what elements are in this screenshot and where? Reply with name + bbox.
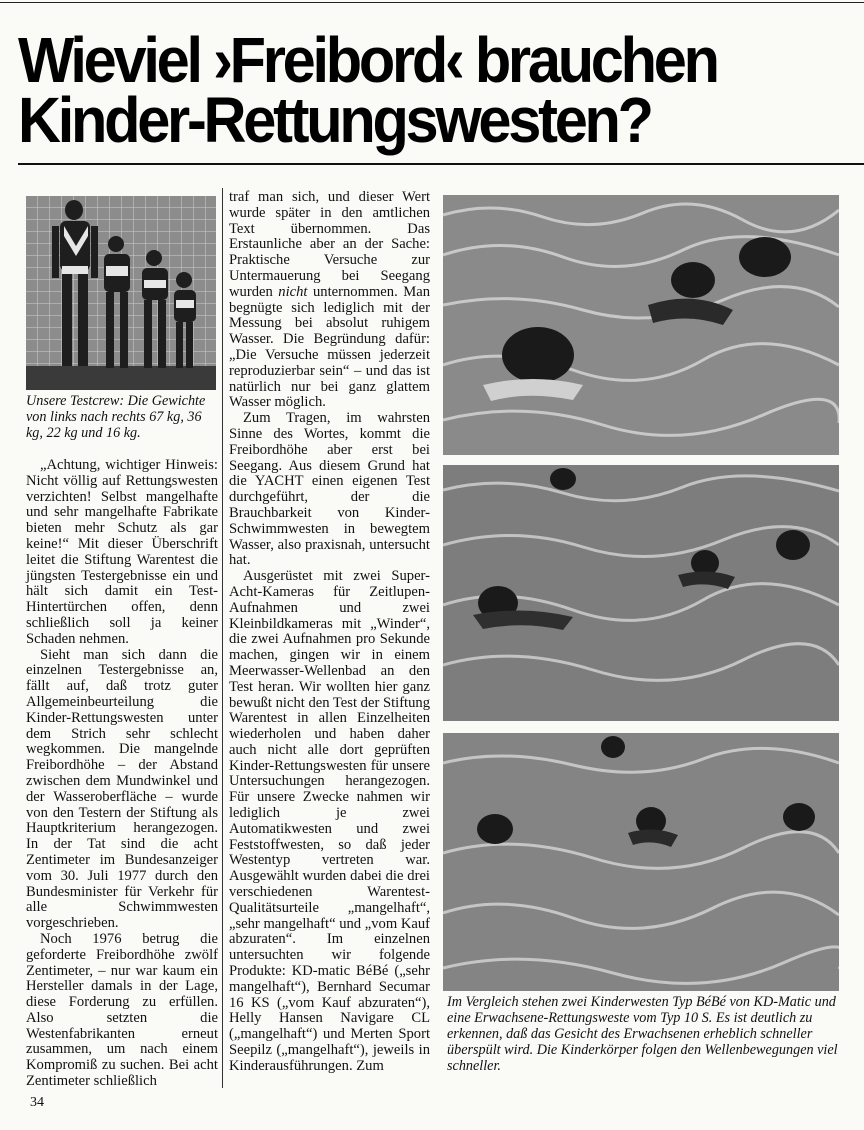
headline-rule <box>18 163 864 165</box>
article-column-2 <box>229 190 430 1075</box>
column-1-paragraph-3: Noch 1976 betrug die geforderte Freibordhöhe zwölf Zentimeter, – nur war kaum ein Hersteller damals in der Lage, diese Forderung zu erfüllen. Also setzten die Westenfabrikanten erneut zusammen, um nach einem Kompromiß zu suchen. Bei acht Zentimeter schließlich <box>26 930 218 1090</box>
comparison-caption: Im Vergleich stehen zwei Kinderwesten Typ BéBé von KD-Matic und eine Erwachsene-Rettungsweste vom Typ 10 S. Es ist deutlich zu erkennen, daß das Gesicht des Erwachsenen erheblich schneller überspült wird. Die Kinderkörper folgen den Wellenbewegungen viel schneller. <box>447 994 838 1074</box>
column-2-paragraph-3: Ausgerüstet mit zwei Super-Acht-Kameras für Zeitlupen-Aufnahmen und zwei Kleinbildkameras mit „Winder“, die zwei Aufnahmen pro Sekunde machen, gingen wir in einem Meerwasser-Wellenbad an den Test heran. Wir wollten hier ganz bewußt nicht den Test der Stiftung Warentest in allen Einzelheiten wiederholen und haben daher auch nicht alle dort geprüften Kinder-Rettungswesten für unsere Untersuchungen herangezogen. Für unsere Zwecke nahmen wir lediglich je zwei Automatikwesten und zwei Feststoffwesten, so daß jeder Westentyp vertreten war. Ausgewählt wurden dabei die drei verschiedenen Warentest-Qualitätsurteile „mangelhaft“, „sehr mangelhaft“ und „vom Kauf abzuraten“. Im einzelnen untersuchten wir folgende Produkte: KD-matic BéBé („sehr mangelhaft“), Bernhard Secumar 16 KS („vom Kauf abzuraten“), Helly Hansen Navigare CL („mangelhaft“) und Merten Sport Seepilz („mangelhaft“), jeweils in Kinderausführungen. Zum <box>229 568 430 1074</box>
photo-wave-1 <box>443 195 839 455</box>
headline <box>18 24 805 156</box>
article-column-1 <box>26 458 218 1090</box>
column-2-p1-post: unternommen. Man begnügte sich lediglich mit der Messung bei absolut ruhigem Wasser. Die Begründung dafür: „Die Versuche müssen jederzeit reproduzierbar sein“ – und das ist natürlich nur bei ganz glattem Wasser möglich. <box>229 283 430 411</box>
column-2-p1-pre: traf man sich, und dieser Wert wurde später in den amtlichen Text übernommen. Das Erstaunliche aber an der Sache: Praktische Versuche zur Untermauerung bei Seegang wurden <box>229 189 430 300</box>
photo-wave-3 <box>443 733 839 991</box>
column-2-p1-emphasis: nicht <box>278 283 308 300</box>
page-number: 34 <box>30 1095 44 1110</box>
column-1-paragraph-1: „Achtung, wichtiger Hinweis: Nicht völlig auf Rettungswesten verzichten! Selbst mangelhafte und sehr mangelhafte Fabrikate bieten mehr Schutz als gar keine!“ Mit dieser Überschrift leitet die Stiftung Warentest die jüngsten Testergebnisse ein und hält sich damit ein Test-Hintertürchen offen, denn schließlich soll ja keiner Schaden nehmen. <box>26 457 218 647</box>
column-1-paragraph-2: Sieht man sich dann die einzelnen Testergebnisse an, fällt auf, daß trotz guter Allgemeinbeurteilung die Kinder-Rettungswesten unter dem Strich sehr schlecht wegkommen. Die mangelnde Freibordhöhe – der Abstand zwischen dem Mundwinkel und der Wasseroberfläche – wurde von den Testern der Stiftung als Hauptkriterium herangezogen. In der Tat sind die acht Zentimeter im Bundesanzeiger vom 30. Juli 1977 durch den Bundesminister für Verkehr für alle Schwimmwesten vorgeschrieben. <box>26 646 218 932</box>
photo-testcrew <box>26 196 216 390</box>
headline-line-2: Kinder-Rettungswesten? <box>18 84 651 156</box>
testcrew-caption: Unsere Testcrew: Die Gewichte von links nach rechts 67 kg, 36 kg, 22 kg und 16 kg. <box>26 393 206 441</box>
photo-wave-2 <box>443 465 839 721</box>
headline-line-1: Wieviel ›Freibord‹ brauchen <box>18 24 717 96</box>
column-rule <box>222 188 223 1088</box>
column-2-paragraph-1 <box>229 190 430 411</box>
top-rule <box>0 2 864 3</box>
column-2-paragraph-2: Zum Tragen, im wahrsten Sinne des Wortes, kommt die Freibordhöhe aber erst bei Seegang. Aus diesem Grund hat die YACHT einen eigenen Test durchgeführt, der die Brauchbarkeit von Kinder-Schwimmwesten in bewegtem Wasser, also praxisnah, untersucht hat. <box>229 410 430 569</box>
